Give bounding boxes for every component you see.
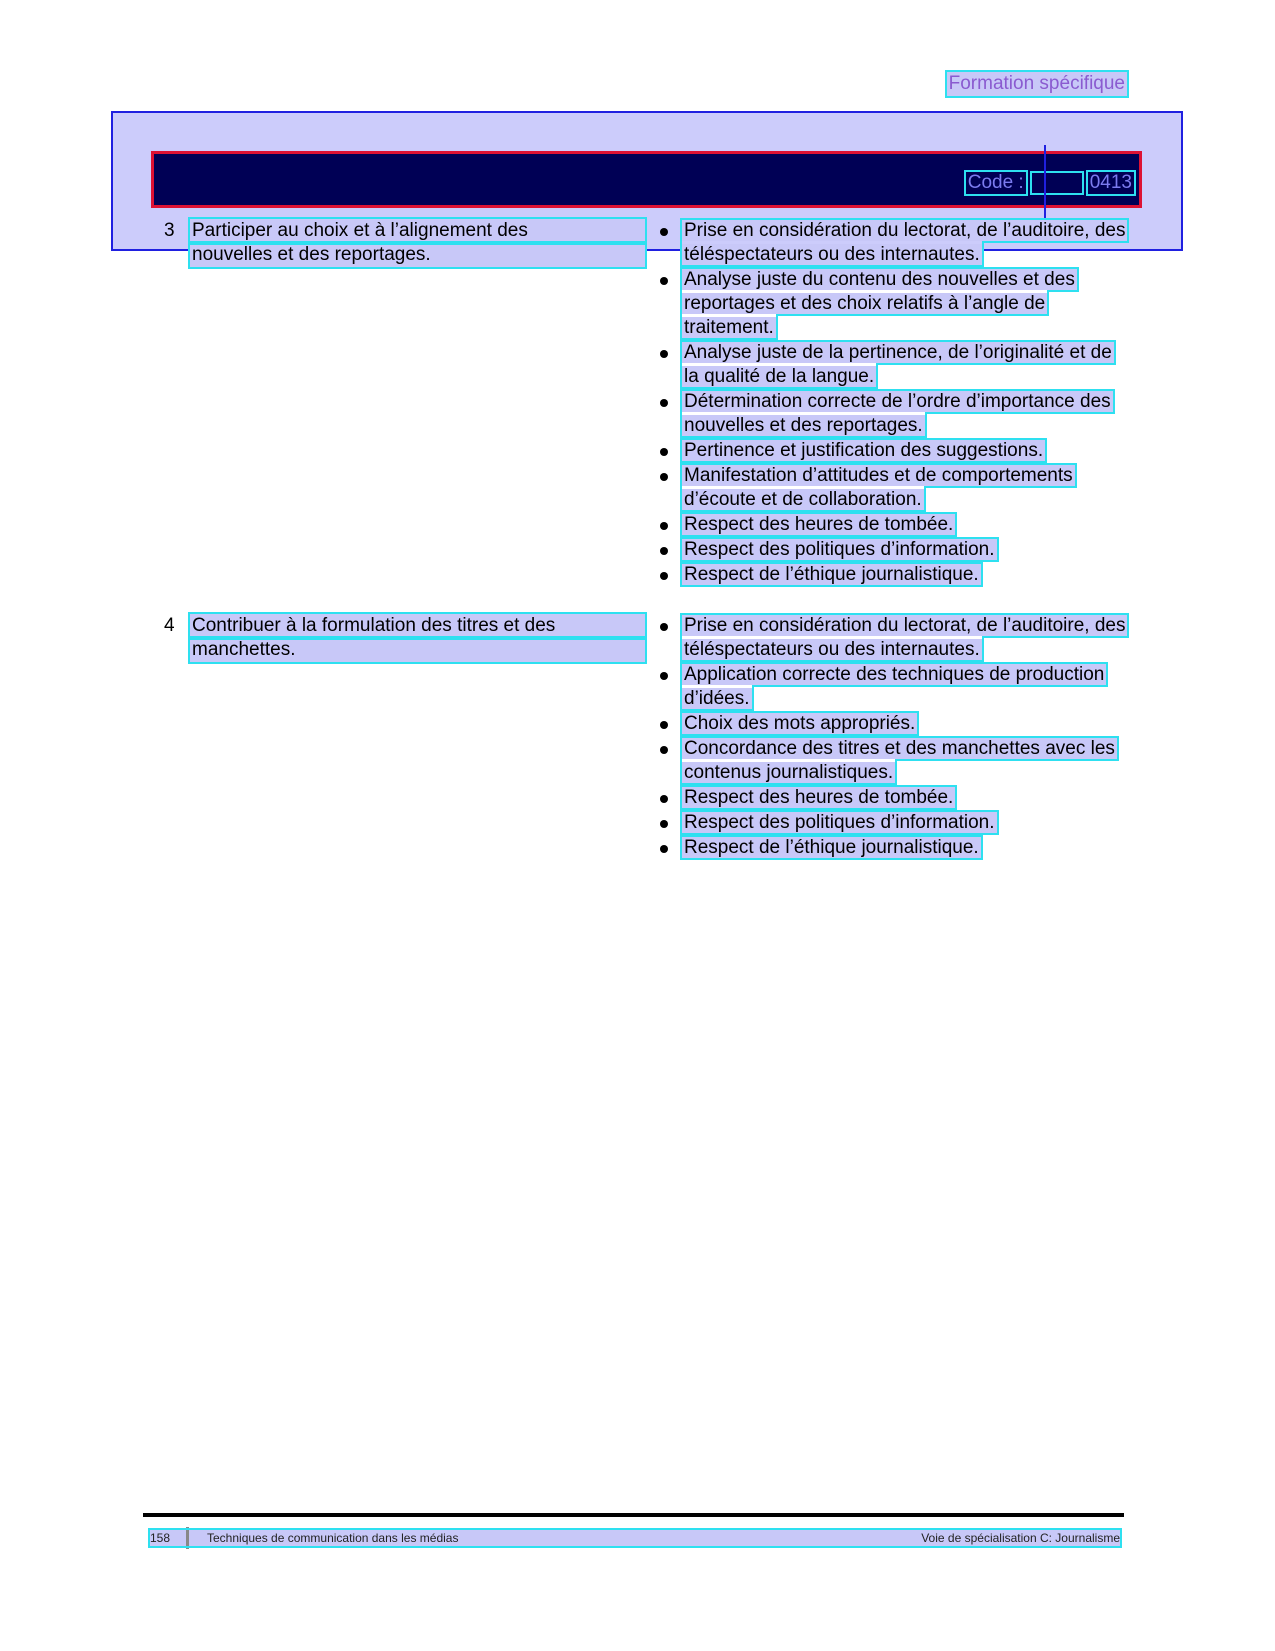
criterion-item: Analyse juste du contenu des nouvelles et des reportages et des choix relatifs à l’angle de traitement. (658, 268, 1130, 340)
element-number: 3 (164, 220, 175, 241)
code-field (966, 172, 1134, 194)
criterion-item: Manifestation d’attitudes et de comportements d’écoute et de collaboration. (658, 464, 1130, 512)
element-statement (160, 614, 645, 662)
bullet-icon (660, 547, 668, 555)
bullet-icon (660, 448, 668, 456)
bullet-icon (660, 228, 668, 236)
program-title: Techniques de communication dans les médias (207, 1531, 459, 1545)
bullet-icon (660, 399, 668, 407)
criteria-list (658, 219, 1130, 588)
footer-rule (143, 1513, 1124, 1517)
code-spacer (1032, 173, 1082, 193)
element-number: 4 (164, 615, 175, 636)
criterion-item: Prise en considération du lectorat, de l’auditoire, des téléspectateurs ou des internautes. (658, 614, 1130, 662)
criterion-item: Détermination correcte de l’ordre d’importance des nouvelles et des reportages. (658, 390, 1130, 438)
section-label: Formation spécifique (948, 73, 1125, 94)
element-statement (160, 219, 645, 267)
competency-title-bar (151, 151, 1142, 208)
code-label: Code : (967, 172, 1024, 193)
bullet-icon (660, 820, 668, 828)
criterion-item: Respect des heures de tombée. (658, 513, 1130, 537)
bullet-icon (660, 795, 668, 803)
bullet-icon (660, 672, 668, 680)
bullet-icon (660, 572, 668, 580)
element-title-line: Contribuer à la formulation des titres et des (190, 614, 645, 638)
criterion-item: Respect des heures de tombée. (658, 786, 1130, 810)
bullet-icon (660, 721, 668, 729)
bullet-icon (660, 473, 668, 481)
page-number: 158 (150, 1531, 171, 1545)
bullet-icon (660, 350, 668, 358)
code-value: 0413 (1089, 172, 1132, 193)
criteria-list (658, 614, 1130, 861)
bullet-icon (660, 522, 668, 530)
criterion-item: Respect des politiques d’information. (658, 538, 1130, 562)
element-title-line: Participer au choix et à l’alignement des (190, 219, 645, 243)
page-footer (150, 1530, 1120, 1546)
criterion-item: Application correcte des techniques de production d’idées. (658, 663, 1130, 711)
criterion-item: Respect de l’éthique journalistique. (658, 563, 1130, 587)
criterion-item: Pertinence et justification des suggestions. (658, 439, 1130, 463)
element-title-line: nouvelles et des reportages. (190, 243, 645, 267)
criterion-item: Respect des politiques d’information. (658, 811, 1130, 835)
footer-separator (186, 1527, 189, 1549)
specialization-label: Voie de spécialisation C: Journalisme (921, 1531, 1120, 1545)
criterion-item: Choix des mots appropriés. (658, 712, 1130, 736)
bullet-icon (660, 845, 668, 853)
bullet-icon (660, 623, 668, 631)
element-title-line: manchettes. (190, 638, 645, 662)
criterion-item: Respect de l’éthique journalistique. (658, 836, 1130, 860)
criterion-item: Analyse juste de la pertinence, de l’originalité et de la qualité de la langue. (658, 341, 1130, 389)
criterion-item: Concordance des titres et des manchettes avec les contenus journalistiques. (658, 737, 1130, 785)
criterion-item: Prise en considération du lectorat, de l’auditoire, des téléspectateurs ou des internautes. (658, 219, 1130, 267)
bullet-icon (660, 277, 668, 285)
bullet-icon (660, 746, 668, 754)
